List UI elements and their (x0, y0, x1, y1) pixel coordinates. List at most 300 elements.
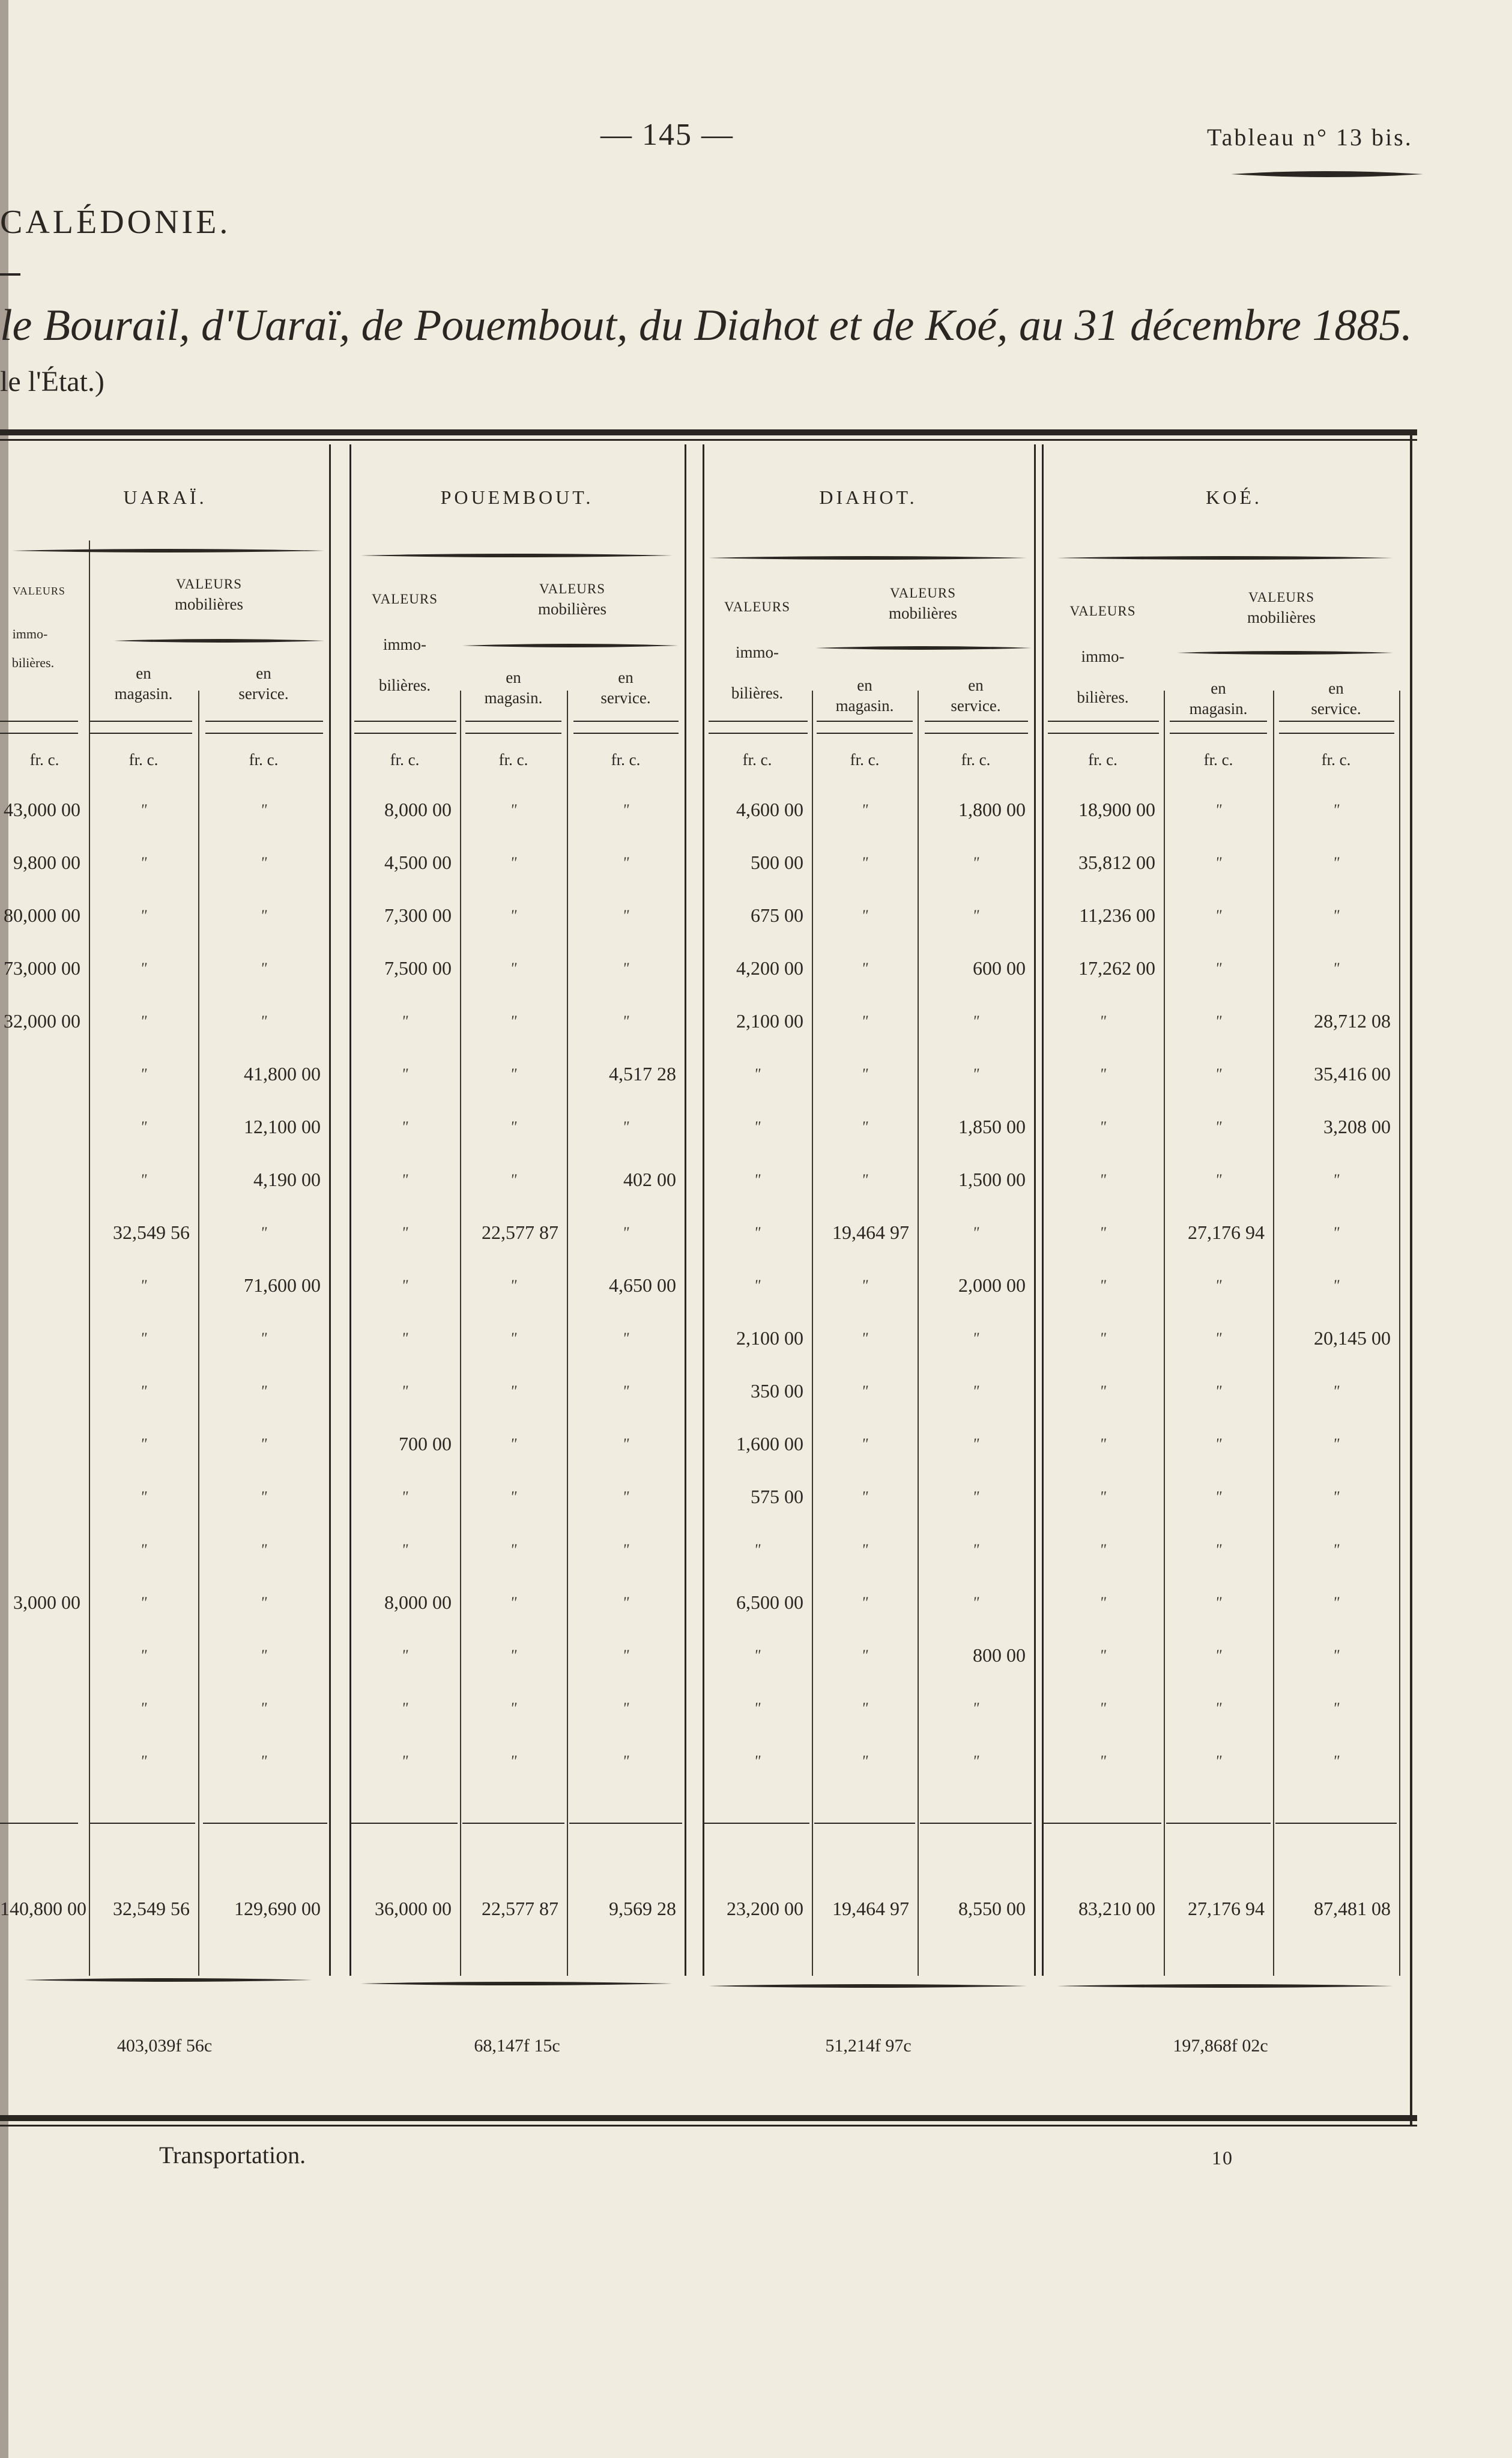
ditto-mark: " (260, 1594, 267, 1611)
table-cell: 9,800 00 (13, 852, 80, 873)
ditto-mark: " (972, 1594, 979, 1611)
header-under-rule (1170, 721, 1267, 722)
ditto-mark: " (140, 1488, 147, 1506)
column-rule (329, 444, 331, 1976)
grand-total-diahot: 51,214f 97c (825, 2036, 912, 2056)
koe-magasin-header-1: en (1211, 679, 1226, 697)
table-cell: 3,000 00 (13, 1591, 80, 1613)
table-cell: 2,000 00 (958, 1274, 1026, 1296)
ditto-mark: " (140, 1065, 147, 1083)
ditto-mark: " (1099, 1065, 1106, 1083)
ditto-mark: " (622, 1382, 629, 1400)
grand-total-swash-uarai (24, 1976, 312, 1984)
koe-immo-header-w3: bilières. (1077, 688, 1129, 706)
table-cell: 1,500 00 (958, 1169, 1026, 1190)
koe-mob-header-t2: mobilières (1247, 608, 1316, 626)
mobilieres-swash (1177, 649, 1393, 657)
totals-top-rule (920, 1823, 1032, 1824)
table-cell: 4,200 00 (736, 957, 803, 979)
ditto-mark: " (861, 1065, 868, 1083)
totals-top-rule (462, 1823, 564, 1824)
table-cell: 4,517 28 (609, 1063, 676, 1085)
ditto-mark: " (1215, 1488, 1222, 1506)
ditto-mark: " (401, 1171, 408, 1188)
table-cell: 4,600 00 (736, 799, 803, 820)
ditto-mark: " (754, 1647, 761, 1664)
header-under-rule (925, 733, 1028, 734)
ditto-mark: " (140, 1118, 147, 1136)
table-cell: 2,100 00 (736, 1010, 803, 1032)
column-rule (1042, 444, 1044, 1976)
ditto-mark: " (622, 1647, 629, 1664)
column-rule (703, 444, 704, 1976)
ditto-mark: " (260, 1647, 267, 1664)
ditto-mark: " (401, 1277, 408, 1294)
diahot-immo-header-w2: immo- (736, 643, 779, 661)
header-under-rule (90, 733, 192, 734)
ditto-mark: " (861, 1647, 868, 1664)
table-cell: 6,500 00 (736, 1591, 803, 1613)
table-cell: 350 00 (751, 1380, 803, 1402)
ditto-mark: " (861, 1435, 868, 1453)
totals-top-rule (704, 1823, 809, 1824)
ditto-mark: " (1215, 960, 1222, 977)
header-under-rule (205, 733, 323, 734)
ditto-mark: " (622, 1435, 629, 1453)
ditto-mark: " (140, 1277, 147, 1294)
ditto-mark: " (1332, 1171, 1340, 1188)
header-under-rule (90, 721, 192, 722)
ditto-mark: " (1099, 1752, 1106, 1770)
koe-mob-header-t1: VALEURS (1248, 590, 1315, 605)
ditto-mark: " (260, 1382, 267, 1400)
ditto-mark: " (861, 1752, 868, 1770)
ditto-mark: " (260, 960, 267, 977)
units-label: fr. c. (249, 751, 279, 769)
koe-magasin-header-2: magasin. (1189, 700, 1248, 718)
ditto-mark: " (401, 1330, 408, 1347)
table-cell: 35,416 00 (1314, 1063, 1391, 1085)
diahot-service-header-1: en (968, 676, 984, 694)
ditto-mark: " (510, 1647, 517, 1664)
grand-total-koe: 197,868f 02c (1173, 2036, 1268, 2056)
column-rule (685, 444, 686, 1976)
table-cell: 800 00 (973, 1644, 1026, 1666)
header-under-rule (709, 721, 808, 722)
pouembout-service-header-2: service. (600, 689, 651, 707)
table-cell: 17,262 00 (1078, 957, 1155, 979)
diahot-magasin-header-1: en (857, 676, 872, 694)
ditto-mark: " (754, 1171, 761, 1188)
ditto-mark: " (140, 854, 147, 871)
table-cell: 1,600 00 (736, 1433, 803, 1455)
ditto-mark: " (1332, 801, 1340, 819)
pouembout-mob-header-t2: mobilières (538, 600, 606, 618)
column-total: 129,690 00 (234, 1898, 321, 1919)
ditto-mark: " (861, 1382, 868, 1400)
header-under-rule (925, 721, 1028, 722)
totals-top-rule (203, 1823, 327, 1824)
ditto-mark: " (510, 960, 517, 977)
ditto-mark: " (1332, 1277, 1340, 1294)
mobilieres-swash (462, 641, 679, 650)
ditto-mark: " (972, 1330, 979, 1347)
column-total: 19,464 97 (832, 1898, 909, 1919)
totals-top-rule (569, 1823, 682, 1824)
ditto-mark: " (1215, 1330, 1222, 1347)
table-cell: 600 00 (973, 957, 1026, 979)
ditto-mark: " (972, 1013, 979, 1030)
ditto-mark: " (510, 1065, 517, 1083)
column-total: 140,800 00 (0, 1898, 86, 1919)
ditto-mark: " (401, 1013, 408, 1030)
table-cell: 700 00 (399, 1433, 452, 1455)
ditto-mark: " (510, 1277, 517, 1294)
ditto-mark: " (401, 1752, 408, 1770)
ditto-mark: " (754, 1752, 761, 1770)
region-title-rule (0, 273, 20, 276)
ditto-mark: " (1215, 1541, 1222, 1558)
ditto-mark: " (622, 1013, 629, 1030)
units-label: fr. c. (1088, 751, 1117, 769)
header-under-rule (205, 721, 323, 722)
header-under-rule (1048, 721, 1159, 722)
ditto-mark: " (510, 1118, 517, 1136)
totals-top-rule (0, 1823, 78, 1824)
column-rule (1034, 444, 1036, 1976)
ditto-mark: " (1215, 1752, 1222, 1770)
units-label: fr. c. (498, 751, 528, 769)
ditto-mark: " (401, 1065, 408, 1083)
diahot-magasin-header-2: magasin. (835, 697, 894, 715)
ditto-mark: " (140, 801, 147, 819)
table-subtitle-line2: le l'État.) (0, 366, 104, 398)
pouembout-service-header-1: en (618, 668, 634, 686)
diahot-immo-header-w1: VALEURS (724, 599, 791, 614)
ditto-mark: " (861, 1330, 868, 1347)
tableau-underline-swash (1231, 169, 1423, 179)
table-cell: 22,577 87 (482, 1221, 558, 1243)
table-subtitle: le Bourail, d'Uaraï, de Pouembout, du Diahot et de Koé, au 31 décembre 1885. (0, 301, 1412, 350)
ditto-mark: " (972, 1700, 979, 1717)
group-header-koe: KOÉ. (1206, 486, 1262, 508)
totals-top-rule (1166, 1823, 1271, 1824)
ditto-mark: " (510, 1171, 517, 1188)
ditto-mark: " (1215, 1013, 1222, 1030)
page-number: — 145 — (600, 118, 734, 152)
uarai-magasin-header-2: magasin. (114, 685, 173, 703)
ditto-mark: " (140, 1171, 147, 1188)
pouembout-immo-header-w1: VALEURS (371, 592, 438, 607)
ditto-mark: " (754, 1224, 761, 1241)
ditto-mark: " (1099, 1488, 1106, 1506)
header-under-rule (1048, 733, 1159, 734)
units-label: fr. c. (390, 751, 420, 769)
ditto-mark: " (1332, 1488, 1340, 1506)
ditto-mark: " (1332, 854, 1340, 871)
header-under-rule (354, 733, 456, 734)
table-cell: 4,190 00 (253, 1169, 321, 1190)
ditto-mark: " (861, 1488, 868, 1506)
ditto-mark: " (972, 907, 979, 924)
ditto-mark: " (622, 1118, 629, 1136)
column-total: 83,210 00 (1078, 1898, 1155, 1919)
ditto-mark: " (401, 1118, 408, 1136)
ditto-mark: " (861, 1277, 868, 1294)
ditto-mark: " (622, 1224, 629, 1241)
ditto-mark: " (622, 960, 629, 977)
units-label: fr. c. (961, 751, 991, 769)
koe-immo-header-w1: VALEURS (1069, 604, 1136, 619)
ditto-mark: " (861, 1700, 868, 1717)
ditto-mark: " (1099, 1118, 1106, 1136)
left-header-3: bilières. (11, 655, 55, 670)
ditto-mark: " (1099, 1224, 1106, 1241)
table-cell: 18,900 00 (1078, 799, 1155, 820)
ditto-mark: " (510, 801, 517, 819)
table-cell: 28,712 08 (1314, 1010, 1391, 1032)
ditto-mark: " (1215, 1277, 1222, 1294)
ditto-mark: " (1099, 1013, 1106, 1030)
uarai-mob-header-t2: mobilières (175, 595, 243, 613)
ditto-mark: " (260, 854, 267, 871)
header-under-rule (1279, 733, 1394, 734)
column-rule (349, 444, 351, 1976)
header-under-rule (0, 733, 78, 734)
ditto-mark: " (510, 1594, 517, 1611)
ditto-mark: " (140, 960, 147, 977)
ditto-mark: " (622, 1752, 629, 1770)
header-under-rule (573, 733, 679, 734)
ditto-mark: " (1332, 1224, 1340, 1241)
ditto-mark: " (861, 801, 868, 819)
units-label: fr. c. (742, 751, 772, 769)
table-cell: 1,800 00 (958, 799, 1026, 820)
totals-top-rule (1275, 1823, 1397, 1824)
uarai-mob-header-t1: VALEURS (175, 577, 243, 592)
ditto-mark: " (622, 1594, 629, 1611)
left-header-2: immo- (12, 626, 48, 641)
ditto-mark: " (754, 1118, 761, 1136)
ditto-mark: " (972, 1435, 979, 1453)
ditto-mark: " (1215, 1700, 1222, 1717)
ditto-mark: " (401, 1647, 408, 1664)
region-title: CALÉDONIE. (0, 204, 231, 241)
column-total: 22,577 87 (482, 1898, 558, 1919)
ditto-mark: " (140, 907, 147, 924)
ditto-mark: " (1215, 907, 1222, 924)
ditto-mark: " (861, 1171, 868, 1188)
header-under-rule (465, 721, 561, 722)
ditto-mark: " (510, 1330, 517, 1347)
ditto-mark: " (861, 1013, 868, 1030)
table-top-rule-thin (0, 439, 1417, 441)
header-under-rule (573, 721, 679, 722)
table-cell: 71,600 00 (244, 1274, 321, 1296)
diahot-service-header-2: service. (951, 697, 1001, 715)
ditto-mark: " (140, 1013, 147, 1030)
table-cell: 20,145 00 (1314, 1327, 1391, 1349)
table-cell: 7,500 00 (384, 957, 452, 979)
group-swash-koe (1057, 554, 1393, 562)
group-swash-diahot (709, 554, 1027, 562)
ditto-mark: " (972, 1224, 979, 1241)
mobilieres-swash (114, 637, 324, 645)
table-cell: 11,236 00 (1079, 904, 1155, 926)
table-cell: 32,000 00 (4, 1010, 80, 1032)
ditto-mark: " (622, 801, 629, 819)
ditto-mark: " (1099, 1700, 1106, 1717)
column-total: 32,549 56 (113, 1898, 190, 1919)
table-cell: 35,812 00 (1078, 852, 1155, 873)
ditto-mark: " (1099, 1594, 1106, 1611)
uarai-magasin-header-1: en (136, 664, 151, 682)
ditto-mark: " (401, 1224, 408, 1241)
totals-top-rule (1044, 1823, 1161, 1824)
footer-section-label: Transportation. (159, 2142, 306, 2169)
table-cell: 8,000 00 (384, 1591, 452, 1613)
grand-total-pouembout: 68,147f 15c (474, 2036, 560, 2056)
table-cell: 4,650 00 (609, 1274, 676, 1296)
ditto-mark: " (1099, 1277, 1106, 1294)
table-cell: 4,500 00 (384, 852, 452, 873)
ditto-mark: " (260, 907, 267, 924)
ditto-mark: " (622, 1330, 629, 1347)
uarai-service-header-1: en (256, 664, 271, 682)
ditto-mark: " (972, 1488, 979, 1506)
column-total: 87,481 08 (1314, 1898, 1391, 1919)
koe-immo-header-w2: immo- (1081, 647, 1125, 665)
ditto-mark: " (140, 1594, 147, 1611)
ditto-mark: " (260, 1700, 267, 1717)
ditto-mark: " (754, 1277, 761, 1294)
table-cell: 7,300 00 (384, 904, 452, 926)
ditto-mark: " (401, 1382, 408, 1400)
ditto-mark: " (1099, 1647, 1106, 1664)
ditto-mark: " (260, 801, 267, 819)
ditto-mark: " (972, 1382, 979, 1400)
table-cell: 402 00 (623, 1169, 676, 1190)
ditto-mark: " (622, 1488, 629, 1506)
grand-total-swash-pouembout (360, 1979, 673, 1988)
column-total: 36,000 00 (375, 1898, 452, 1919)
table-cell: 43,000 00 (4, 799, 80, 820)
ditto-mark: " (1099, 1435, 1106, 1453)
ditto-mark: " (861, 907, 868, 924)
column-total: 9,569 28 (609, 1898, 676, 1919)
pouembout-mob-header-t1: VALEURS (539, 581, 606, 596)
ditto-mark: " (1332, 907, 1340, 924)
table-top-rule (0, 429, 1417, 435)
grand-total-uarai: 403,039f 56c (116, 2036, 213, 2056)
units-label: fr. c. (29, 751, 59, 769)
ditto-mark: " (510, 854, 517, 871)
ditto-mark: " (1215, 1118, 1222, 1136)
table-cell: 8,000 00 (384, 799, 452, 820)
ditto-mark: " (260, 1752, 267, 1770)
left-header-1: VALEURS (13, 585, 65, 597)
ditto-mark: " (510, 1013, 517, 1030)
column-total: 27,176 94 (1188, 1898, 1265, 1919)
ditto-mark: " (861, 960, 868, 977)
ditto-mark: " (140, 1647, 147, 1664)
pouembout-immo-header-w3: bilières. (378, 676, 431, 694)
ditto-mark: " (622, 854, 629, 871)
table-cell: 12,100 00 (244, 1116, 321, 1137)
group-header-pouembout: POUEMBOUT. (440, 486, 594, 508)
group-swash-pouembout (360, 551, 673, 560)
ditto-mark: " (140, 1700, 147, 1717)
units-label: fr. c. (129, 751, 159, 769)
table-cell: 80,000 00 (4, 904, 80, 926)
ditto-mark: " (754, 1700, 761, 1717)
ditto-mark: " (510, 1435, 517, 1453)
ditto-mark: " (140, 1330, 147, 1347)
ditto-mark: " (972, 1541, 979, 1558)
ditto-mark: " (260, 1224, 267, 1241)
ditto-mark: " (622, 1700, 629, 1717)
diahot-mob-header-t1: VALEURS (889, 586, 957, 601)
totals-top-rule (90, 1823, 195, 1824)
grand-total-swash-koe (1057, 1982, 1393, 1990)
ditto-mark: " (510, 1488, 517, 1506)
ditto-mark: " (401, 1488, 408, 1506)
table-cell: 32,549 56 (113, 1221, 190, 1243)
table-cell: 27,176 94 (1188, 1221, 1265, 1243)
diahot-mob-header-t2: mobilières (889, 604, 957, 622)
ditto-mark: " (1332, 1647, 1340, 1664)
ditto-mark: " (1099, 1171, 1106, 1188)
ditto-mark: " (401, 1700, 408, 1717)
ditto-mark: " (622, 907, 629, 924)
column-rule (1399, 691, 1400, 1976)
table-cell: 3,208 00 (1323, 1116, 1391, 1137)
totals-top-rule (351, 1823, 458, 1824)
ditto-mark: " (140, 1541, 147, 1558)
ditto-mark: " (754, 1065, 761, 1083)
table-cell: 19,464 97 (832, 1221, 909, 1243)
mobilieres-swash (815, 644, 1032, 652)
footer-sheet-number: 10 (1212, 2147, 1233, 2169)
ditto-mark: " (861, 1541, 868, 1558)
ditto-mark: " (1332, 1752, 1340, 1770)
units-label: fr. c. (1203, 751, 1233, 769)
ditto-mark: " (1332, 1435, 1340, 1453)
header-under-rule (817, 721, 913, 722)
header-under-rule (1170, 733, 1267, 734)
column-total: 8,550 00 (958, 1898, 1026, 1919)
ditto-mark: " (1215, 854, 1222, 871)
table-cell: 1,850 00 (958, 1116, 1026, 1137)
ditto-mark: " (140, 1752, 147, 1770)
ditto-mark: " (401, 1541, 408, 1558)
ditto-mark: " (510, 907, 517, 924)
pouembout-immo-header-w2: immo- (383, 635, 426, 653)
table-cell: 73,000 00 (4, 957, 80, 979)
ditto-mark: " (1215, 801, 1222, 819)
ditto-mark: " (1215, 1435, 1222, 1453)
ditto-mark: " (510, 1700, 517, 1717)
ditto-mark: " (972, 1752, 979, 1770)
ditto-mark: " (1215, 1647, 1222, 1664)
grand-total-swash-diahot (709, 1982, 1027, 1990)
units-label: fr. c. (850, 751, 880, 769)
group-header-diahot: DIAHOT. (819, 486, 918, 508)
ditto-mark: " (1099, 1330, 1106, 1347)
ditto-mark: " (861, 1118, 868, 1136)
tableau-label: Tableau n° 13 bis. (1207, 124, 1413, 151)
ditto-mark: " (260, 1488, 267, 1506)
